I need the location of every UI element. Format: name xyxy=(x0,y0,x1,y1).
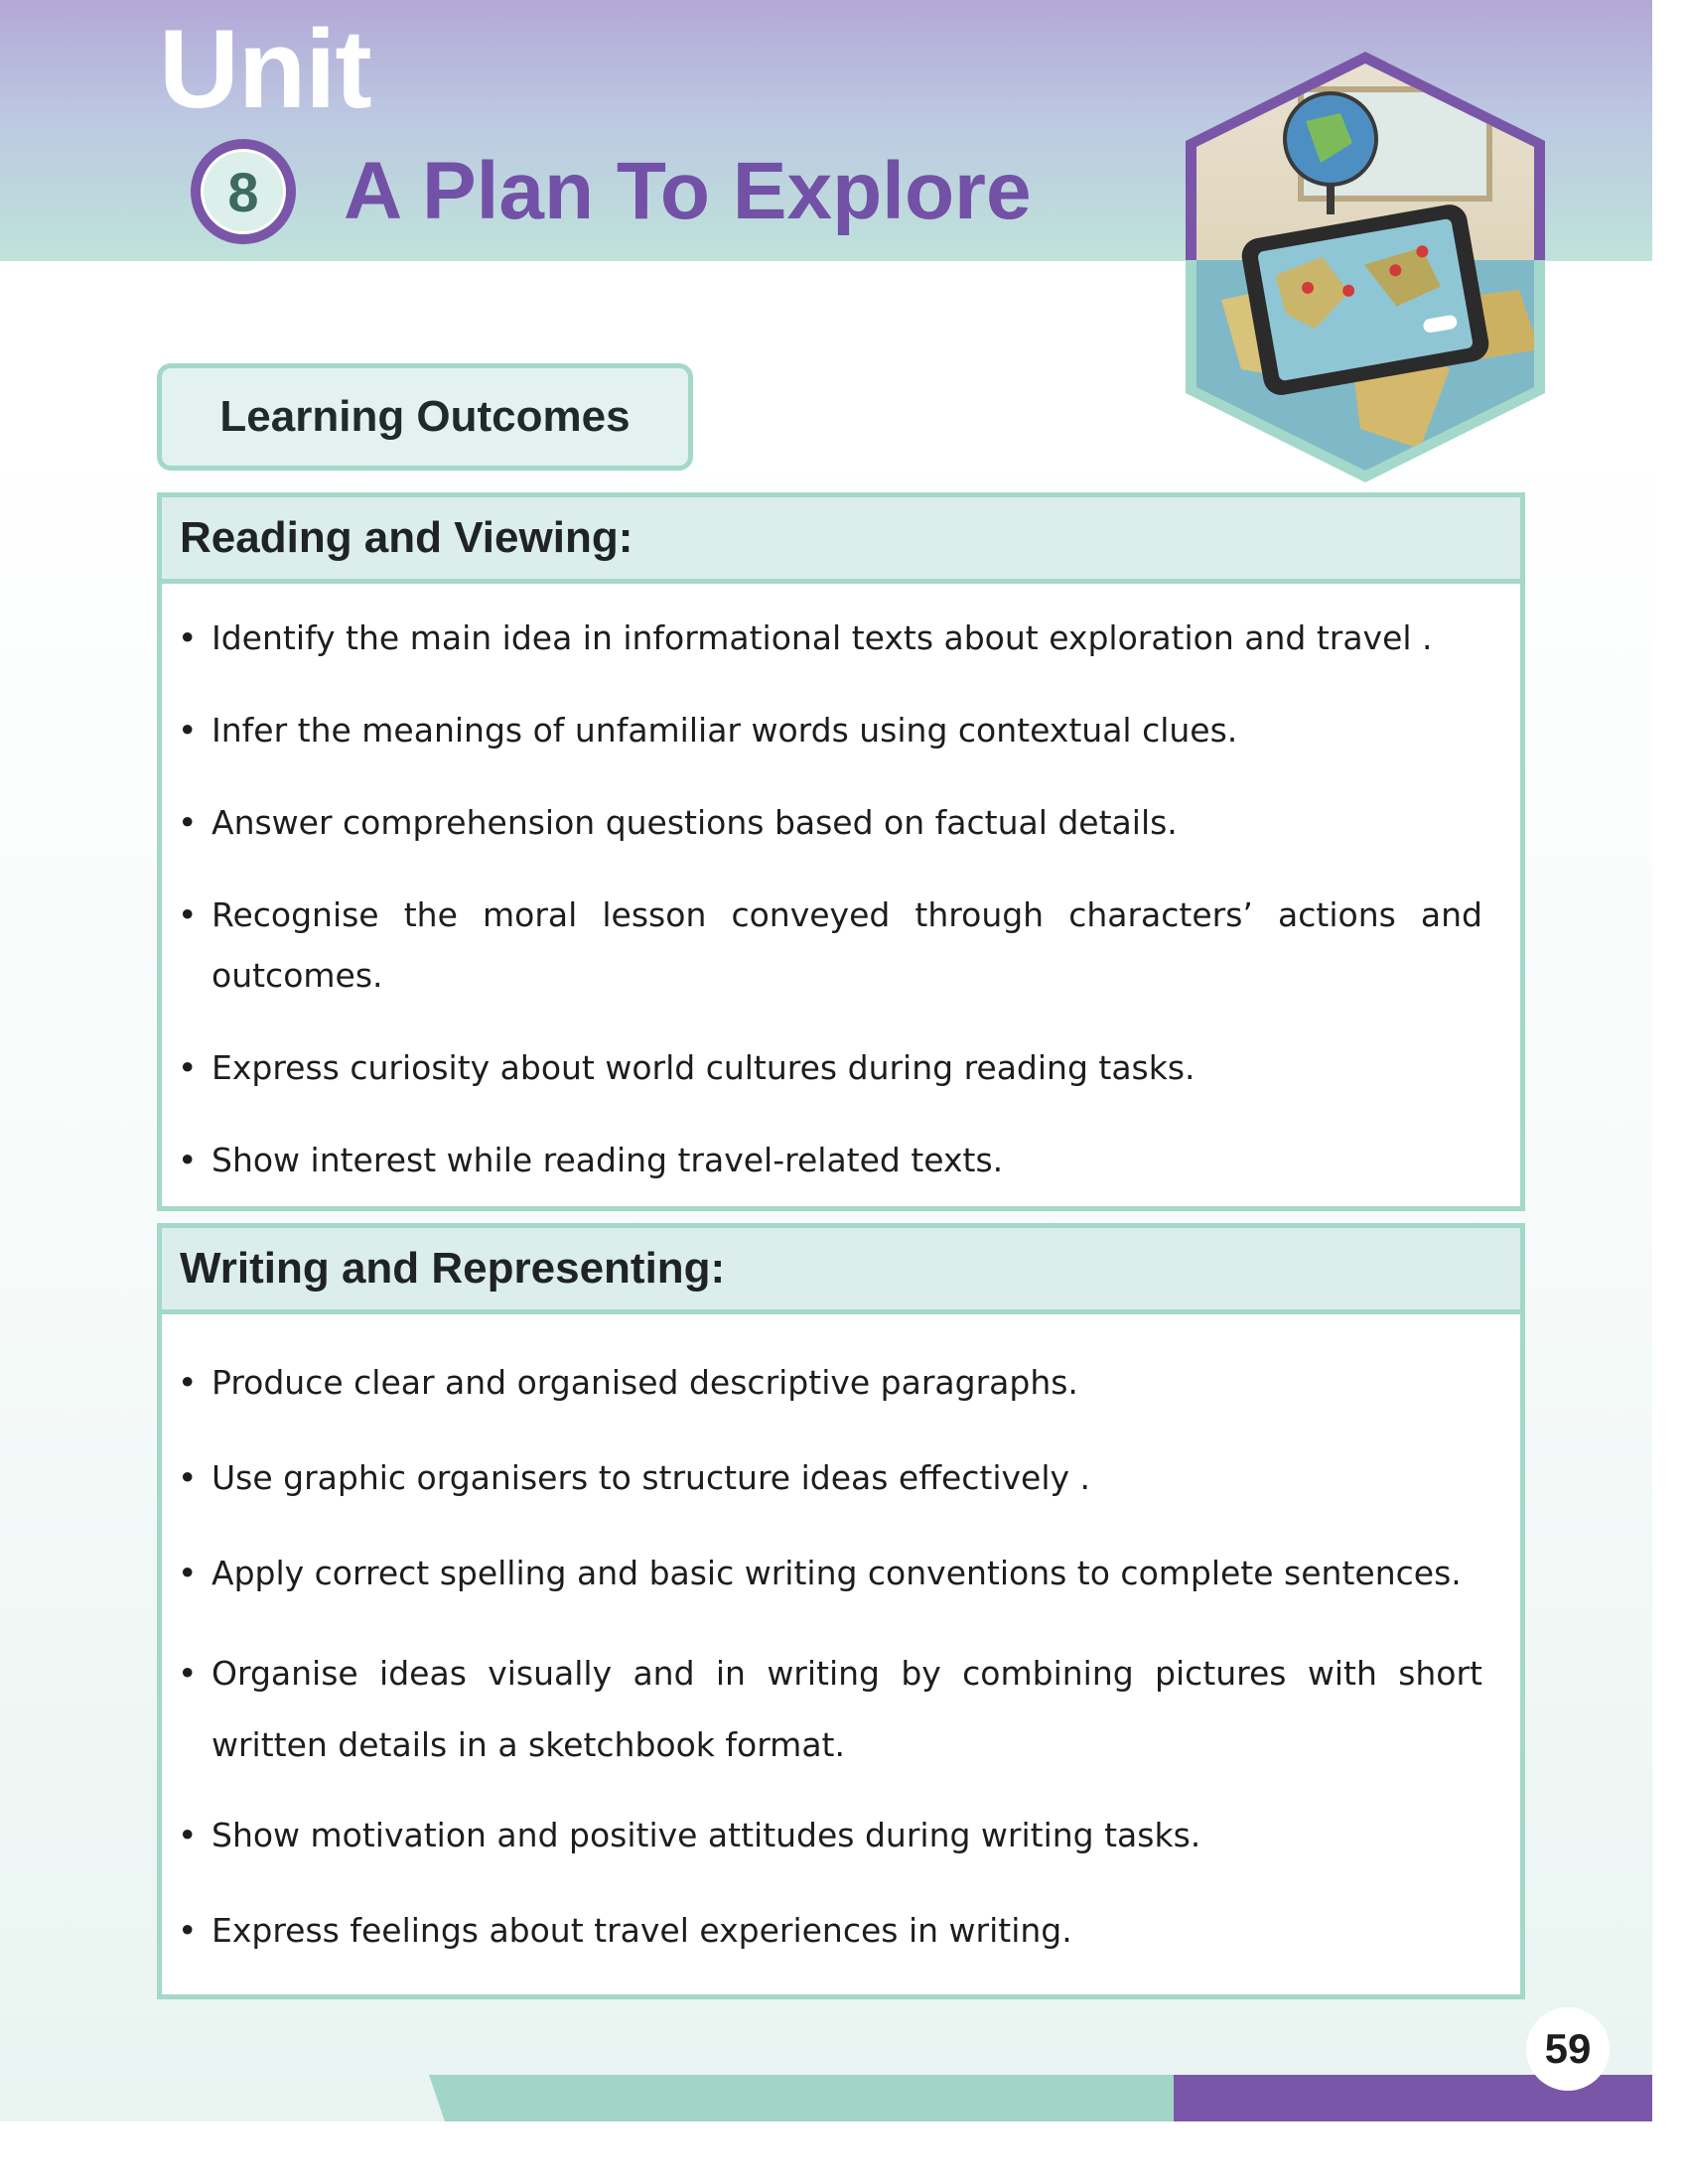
list-item: • Show interest while reading travel-related texts. xyxy=(162,1130,1520,1190)
reading-viewing-heading: Reading and Viewing: xyxy=(180,513,633,562)
learning-outcomes-text: Learning Outcomes xyxy=(219,392,631,441)
list-item: • Show motivation and positive attitudes during writing tasks. xyxy=(162,1805,1520,1865)
unit-label: Unit xyxy=(159,7,371,131)
footer-teal-bar xyxy=(429,2075,1184,2121)
writing-representing-section xyxy=(157,1223,1525,1999)
section-heading xyxy=(162,497,1520,584)
unit-number: 8 xyxy=(201,149,286,234)
section-heading xyxy=(162,1228,1520,1314)
list-item: • Identify the main idea in informational texts about exploration and travel . xyxy=(162,608,1520,668)
unit-number-badge xyxy=(191,139,296,244)
list-item: • Answer comprehension questions based on factual details. xyxy=(162,792,1520,853)
list-item: • Recognise the moral lesson conveyed through characters’ actions and outcomes. xyxy=(162,885,1520,1006)
list-item: • Express feelings about travel experiences in writing. xyxy=(162,1900,1520,1961)
list-item: • Use graphic organisers to structure ideas effectively . xyxy=(162,1447,1520,1508)
list-item: • Produce clear and organised descriptive paragraphs. xyxy=(162,1352,1520,1413)
outcomes-list xyxy=(162,1314,1520,1961)
reading-viewing-section xyxy=(157,492,1525,1211)
list-item: • Infer the meanings of unfamiliar words using contextual clues. xyxy=(162,700,1520,760)
outcomes-list xyxy=(162,584,1520,1190)
writing-representing-heading: Writing and Representing: xyxy=(180,1244,726,1293)
tablet-map-globe-illustration-icon xyxy=(1182,52,1549,482)
unit-title: A Plan To Explore xyxy=(344,146,1032,236)
list-item: • Organise ideas visually and in writing by combining pictures with short written details in a sketchbook format. xyxy=(162,1638,1520,1781)
page-number: 59 xyxy=(1526,2007,1610,2091)
learning-outcomes-label xyxy=(157,363,693,471)
list-item: • Express curiosity about world cultures during reading tasks. xyxy=(162,1037,1520,1098)
list-item: • Apply correct spelling and basic writing conventions to complete sentences. xyxy=(162,1543,1520,1603)
